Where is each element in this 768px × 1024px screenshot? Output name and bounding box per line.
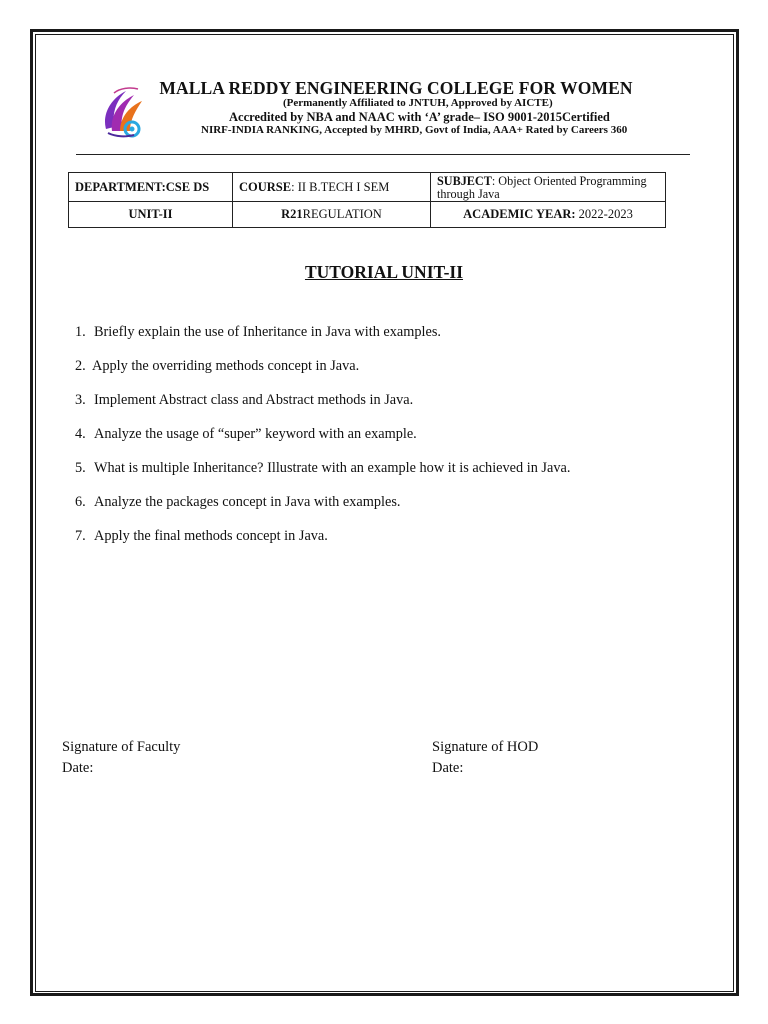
question-number: 3. [75, 392, 86, 408]
question-number: 5. [75, 460, 86, 476]
department-label: DEPARTMENT: [75, 179, 166, 194]
college-name: MALLA REDDY ENGINEERING COLLEGE FOR WOMEN [159, 78, 633, 98]
subject-value: : Object Oriented Programming through Java [437, 173, 647, 201]
question-text: Analyze the packages concept in Java with examples. [94, 494, 401, 510]
tutorial-title: TUTORIAL UNIT-II [304, 262, 464, 282]
course-cell [233, 173, 431, 202]
academic-year-cell [431, 202, 666, 228]
course-info-table [68, 172, 666, 228]
question-number: 2. [75, 358, 86, 374]
question-number: 1. [75, 324, 86, 340]
header-divider [76, 154, 690, 155]
department-value: CSE DS [165, 179, 210, 194]
info-row-1 [69, 173, 666, 202]
accreditation-line: Accredited by NBA and NAAC with ‘A’ grade– ISO 9001-2015Certified [229, 110, 610, 124]
question-item [75, 322, 570, 356]
question-number: 4. [75, 426, 86, 442]
course-label: COURSE [239, 179, 292, 194]
regulation-code: R21 [281, 207, 303, 221]
question-number: 7. [75, 528, 86, 544]
department-cell [69, 173, 233, 202]
question-text: Analyze the usage of “super” keyword with an example. [94, 426, 417, 442]
question-number: 6. [75, 494, 86, 510]
affiliation-line: (Permanently Affiliated to JNTUH, Approved by AICTE) [283, 97, 553, 109]
ranking-line: NIRF-INDIA RANKING, Accepted by MHRD, Govt of India, AAA+ Rated by Careers 360 [201, 124, 628, 136]
hod-date-label: Date: [432, 760, 464, 776]
question-text: Implement Abstract class and Abstract methods in Java. [94, 392, 414, 408]
academic-year-value: 2022-2023 [575, 207, 633, 221]
faculty-signature-label: Signature of Faculty [62, 739, 181, 755]
unit-cell: UNIT-II [69, 202, 233, 228]
faculty-date-label: Date: [62, 760, 94, 776]
hod-signature-label: Signature of HOD [432, 739, 539, 755]
info-row-2 [69, 202, 666, 228]
course-value: : II B.TECH I SEM [291, 179, 390, 194]
subject-label: SUBJECT [437, 173, 492, 188]
regulation-cell [233, 202, 431, 228]
regulation-label: REGULATION [302, 207, 382, 221]
question-text: Briefly explain the use of Inheritance in Java with examples. [94, 324, 441, 340]
question-item [75, 526, 570, 560]
question-text: Apply the overriding methods concept in Java. [92, 358, 360, 374]
question-item [75, 390, 570, 424]
question-item [75, 424, 570, 458]
academic-year-label: ACADEMIC YEAR: [463, 207, 576, 221]
college-logo-icon [100, 85, 150, 141]
question-list [75, 322, 570, 560]
question-text: What is multiple Inheritance? Illustrate with an example how it is achieved in Java. [94, 460, 571, 476]
question-item [75, 356, 570, 390]
question-text: Apply the final methods concept in Java. [94, 528, 328, 544]
subject-cell [431, 173, 666, 202]
question-item [75, 492, 570, 526]
question-item [75, 458, 570, 492]
